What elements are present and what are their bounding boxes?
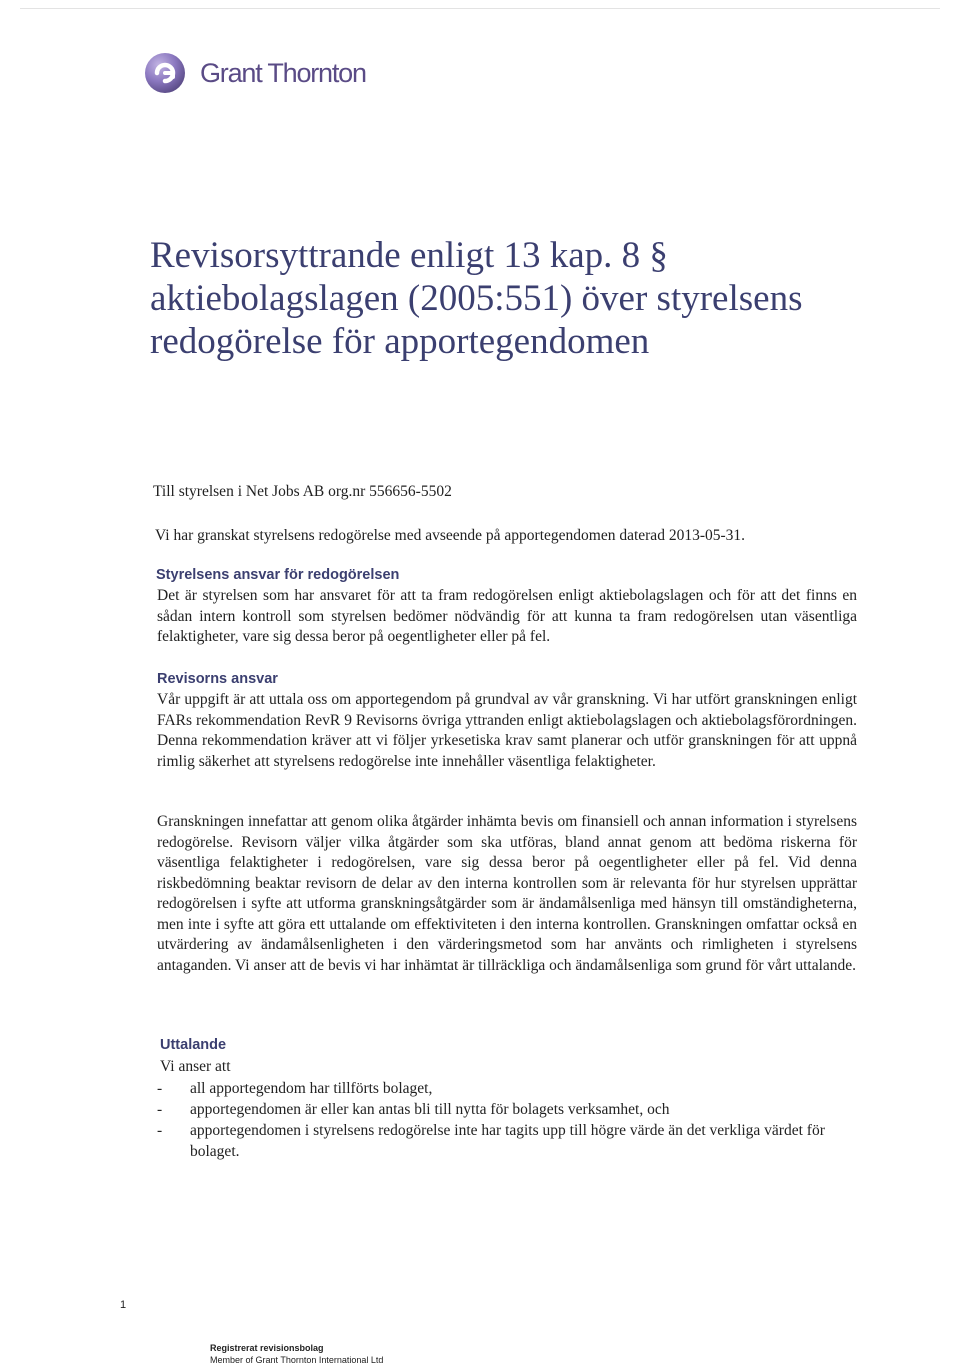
intro-paragraph: Vi har granskat styrelsens redogörelse med avseende på apportegendomen daterad 2013-05-31. — [155, 527, 746, 544]
scan-top-edge — [20, 8, 940, 9]
footer-member: Member of Grant Thornton International Ltd — [210, 1355, 384, 1365]
grant-thornton-logo — [144, 52, 366, 94]
section-heading-auditor: Revisorns ansvar — [157, 671, 278, 687]
logo-wordmark: Grant Thornton — [200, 57, 366, 88]
footer — [210, 1342, 383, 1366]
page-number: 1 — [120, 1299, 127, 1311]
grant-thornton-logo-icon — [144, 52, 186, 94]
page-title — [150, 234, 870, 363]
section-heading-board: Styrelsens ansvar för redogörelsen — [156, 567, 400, 583]
list-item — [157, 1078, 857, 1099]
board-responsibility-text: Det är styrelsen som har ansvaret för att ta fram redogörelsen enligt aktiebolagslagen och för att det finns en sådan intern kontroll som styrelsen bedömer nödvändig för att kunna ta fram redogörelsen utan väsentliga felaktigheter, vare sig dessa beror på oegentligheter eller på fel. — [157, 587, 857, 645]
auditor-responsibility-text: Vår uppgift är att uttala oss om apportegendom på grundval av vår granskning. Vi har utfört granskningen enligt FARs rekommendation RevR 9 Revisorns övriga yttranden enligt aktiebolagslagen och aktiebolagsförordningen. Denna rekommendation kräver att vi följer yrkesetiska krav samt planerar och utför granskningen för att uppnå rimlig säkerhet att styrelsens redogörelse inte innehåller väsentliga felaktigheter. — [157, 691, 857, 770]
bullet-dash: - — [157, 1080, 163, 1097]
list-item — [157, 1099, 857, 1120]
list-item-text: apportegendomen är eller kan antas bli till nytta för bolagets verksamhet, och — [190, 1101, 670, 1118]
section-heading-statement: Uttalande — [160, 1037, 227, 1053]
statement-list — [157, 1078, 857, 1162]
list-item-text: apportegendomen i styrelsens redogörelse inte har tagits upp till högre värde än det verkliga värdet för bolaget. — [190, 1122, 825, 1160]
recipient-line: Till styrelsen i Net Jobs AB org.nr 556656-5502 — [153, 483, 452, 500]
title-line: redogörelse för apportegendomen — [150, 321, 650, 362]
footer-registered: Registrerat revisionsbolag — [210, 1343, 324, 1353]
title-line: Revisorsyttrande enligt 13 kap. 8 § — [150, 235, 668, 276]
bullet-dash: - — [157, 1101, 163, 1118]
list-item — [157, 1120, 857, 1162]
bullet-dash: - — [157, 1122, 163, 1139]
statement-lead: Vi anser att — [160, 1058, 231, 1075]
audit-scope-text: Granskningen innefattar att genom olika åtgärder inhämta bevis om finansiell och annan information i styrelsens redogörelse. Revisorn väljer vilka åtgärder som ska utföras, bland annat genom att bedöma riskerna för väsentliga felaktigheter i redogörelsen, vare sig dessa beror på oegentligheter eller på fel. Vid denna riskbedömning beaktar revisorn de delar av den interna kontrollen som är relevanta för hur styrelsen upprättar redogörelsen i syfte att utforma granskningsåtgärder som är ändamålsenliga med hänsyn till omständigheterna, men inte i syfte att göra ett uttalande om effektiviteten i den interna kontrollen. Granskningen omfattar också en utvärdering av ändamålsenligheten i den värderingsmetod som har använts och rimligheten i styrelsens antaganden. Vi anser att de bevis vi har inhämtat är tillräckliga och ändamålsenliga som grund för vårt uttalande. — [157, 813, 857, 974]
list-item-text: all apportegendom har tillförts bolaget, — [190, 1080, 433, 1097]
title-line: aktiebolagslagen (2005:551) över styrelsens — [150, 278, 803, 319]
